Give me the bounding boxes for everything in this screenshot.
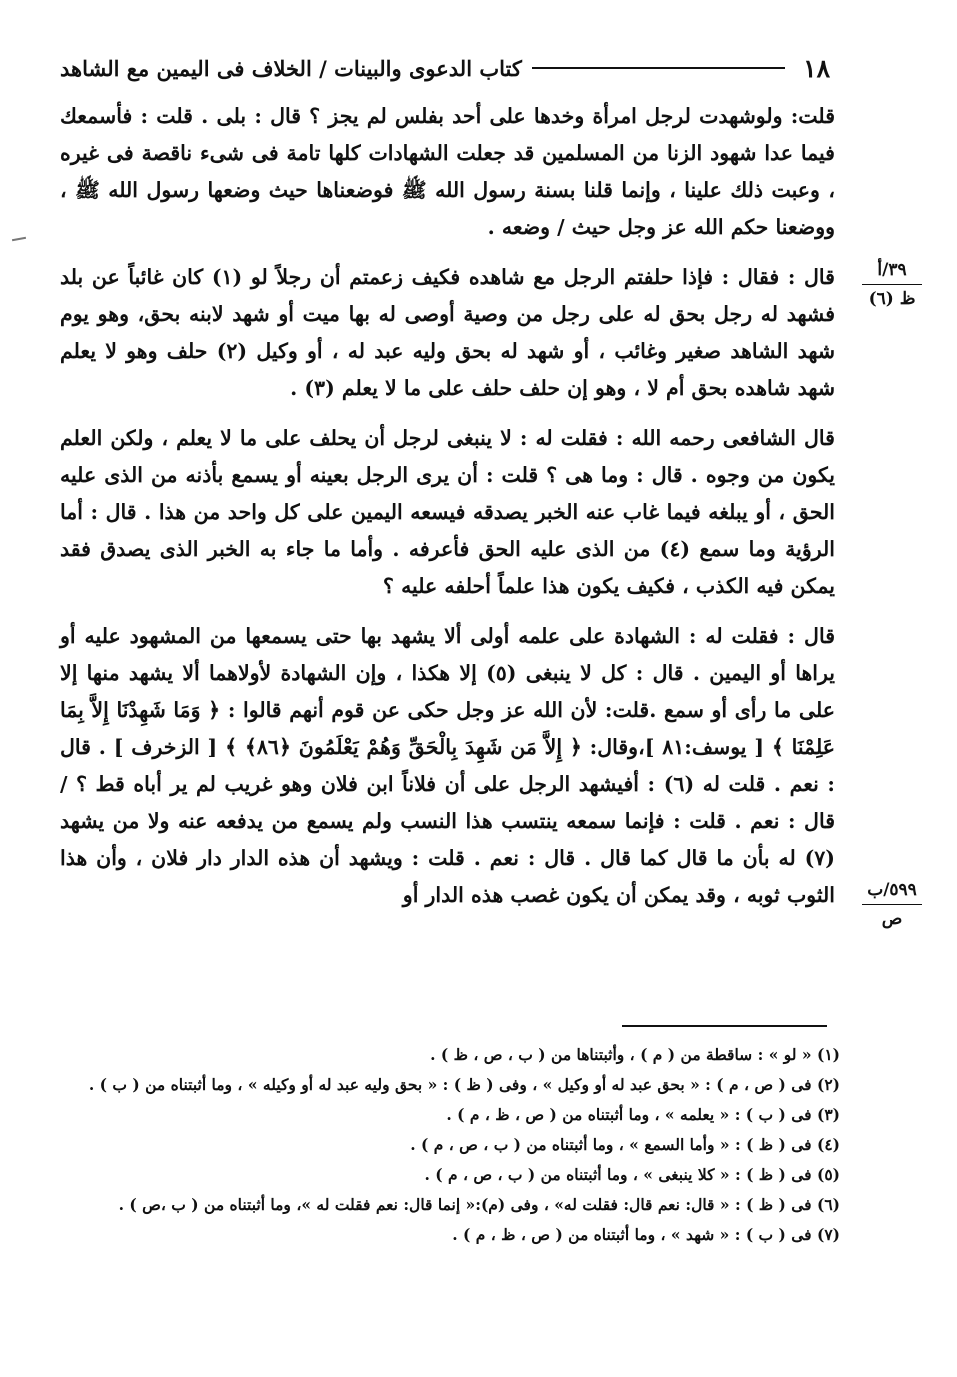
- footnote-separator: [622, 1025, 827, 1027]
- paragraph: [60, 259, 835, 407]
- footnote: (٢) فى ( ص ، م ) : « بحق عبد له أو وكيل » ، وفى ( ظ ) : « بحق وليه عبد له أو وكيله » ، وما أثبتناه من ( ب ) .: [88, 1075, 840, 1094]
- paragraph-text: : فقال : فإذا حلفتم الرجل مع شاهده فكيف زعمتم أن رجلاً لو (١) كان غائباً عن بلد فشهد له رجل بحق له على رجل من وصية أوصى له بها ميت أو شهد لابنه بحق، وهو يوم شهد الشاهد صغير وغائب ، أو شهد له بحق وليه عبد له ، أو وكيل (٢) حلف وهو لا يعلم شهد شاهده بحق أم لا ، وهو إن حلف حلف على ما لا يعلم (٣) .: [60, 265, 835, 400]
- paragraph-lead: قال الشافعى: [722, 426, 835, 450]
- running-header: [60, 48, 830, 88]
- running-title: كتاب الدعوى والبينات / الخلاف فى اليمين مع الشاهد: [60, 55, 522, 81]
- header-rule: [532, 67, 785, 69]
- footnote: (٦) فى ( ظ ) : « قال: نعم قال: فقلت له» ، وفى (م):« إنما قال: نعم فقلت له »، وما أثبتناه من ( ب ،ص ) .: [118, 1195, 840, 1214]
- footnote: (٧) فى ( ب ) : « شهد » ، وما أثبتناه من ( ص ، ظ ، م ) .: [452, 1225, 840, 1244]
- manuscript-siglum: ص: [881, 909, 903, 929]
- footnotes: [80, 1040, 840, 1250]
- folio-ref: ٣٩/أ: [877, 260, 907, 280]
- manuscript-siglum: ظ (٦): [868, 289, 916, 309]
- footnote: (٤) فى ( ظ ) : « وأما السمع » ، وما أثبتناه من ( ب ، ص ، م ) .: [410, 1135, 840, 1154]
- paragraph-lead: قال: [804, 265, 835, 289]
- manuscript-folio-note: [862, 258, 922, 311]
- footnote: (١) « لو » : ساقطة من ( م ) ، وأثبتناها من ( ب ، ص ، ظ ) .: [430, 1045, 840, 1064]
- paragraph: [60, 98, 835, 246]
- paragraph-text: رحمه الله : فقلت له : لا ينبغى لرجل أن يحلف على ما لا يعلم ، ولكن العلم يكون من وجوه . قال : وما هى ؟ قلت : أن يرى الرجل بعينه أو يسمع بأذنه من الذى عليه الحق ، أو يبلغه فيما غاب عنه الخبر يصدقه فيسعه اليمين على كل واحد من هذا . قال : أما الرؤية وما سمع (٤) من الذى عليه الحق فأعرفه . وأما ما جاء به الخبر الذى يصدق فقد يمكن فيه الكذب ، فكيف يكون هذا علماً أحلفه عليه ؟: [60, 426, 835, 598]
- main-text: [60, 98, 835, 927]
- manuscript-folio-note: [862, 878, 922, 931]
- paragraph: [60, 618, 835, 914]
- footnote: (٣) فى ( ب ) : « يعلمه » ، وما أثبتناه من ( ص ، ظ ، م ) .: [446, 1105, 840, 1124]
- paragraph-text: قلت: ولوشهدت لرجل امرأة وخدها على أحد بفلس لم يجز ؟ قال : بلى . قلت : فأسمعك فيما عدا شهود الزنا من المسلمين قد جعلت الشهادات كلها تامة فى شىء ناقصة فى غيره ، وعبت ذلك علينا ، وإنما قلنا بسنة رسول الله ﷺ فوضعناها حيث وضعها رسول الله ﷺ ، ووضعنا حكم الله عز وجل حيث / وضعه .: [60, 104, 835, 239]
- folio-ref: ٥٩٩/ب: [867, 880, 917, 900]
- paragraph-lead: قال: [804, 624, 835, 648]
- scan-mark: [12, 237, 26, 241]
- footnote: (٥) فى ( ظ ) : « كلا ينبغى » ، وما أثبتناه من ( ب ، ص ، م ) .: [424, 1165, 840, 1184]
- folio-rule: [862, 904, 922, 905]
- folio-rule: [862, 284, 922, 285]
- page-number: ١٨: [803, 53, 830, 83]
- paragraph-text: : فقلت له : الشهادة على علمه أولى ألا يشهد بها حتى يسمعها من المشهود عليه أو يراها أو اليمين . قال : كل لا ينبغى (٥) إلا هكذا ، وإن الشهادة لأولاهما ألا يشهد منها إلا على ما رأى أو سمع .قلت: لأن الله عز وجل حكى عن قوم أنهم قالوا : ﴿ وَمَا شَهِدْنَا إِلاَّ بِمَا عَلِمْنَا ﴾ [ يوسف:٨١ ]،وقال: ﴿ إِلاَّ مَن شَهِدَ بِالْحَقِّ وَهُمْ يَعْلَمُونَ ﴿٨٦﴾ ﴾ [ الزخرف ] . قال : نعم . قلت له (٦) : أفيشهد الرجل على أن فلاناً ابن فلان وهو غريب لم ير أباه قط ؟ / قال : نعم . قلت : فإنما سمعه ينتسب هذا النسب ولم يسمع من يدفعه عنه ولا من يشهد (٧) له بأن ما قال كما قال . قال : نعم . قلت : ويشهد أن هذه الدار دار فلان ، وأن هذا الثوب ثوبه ، وقد يمكن أن يكون غصب هذه الدار أو: [60, 624, 836, 907]
- paragraph: [60, 420, 835, 605]
